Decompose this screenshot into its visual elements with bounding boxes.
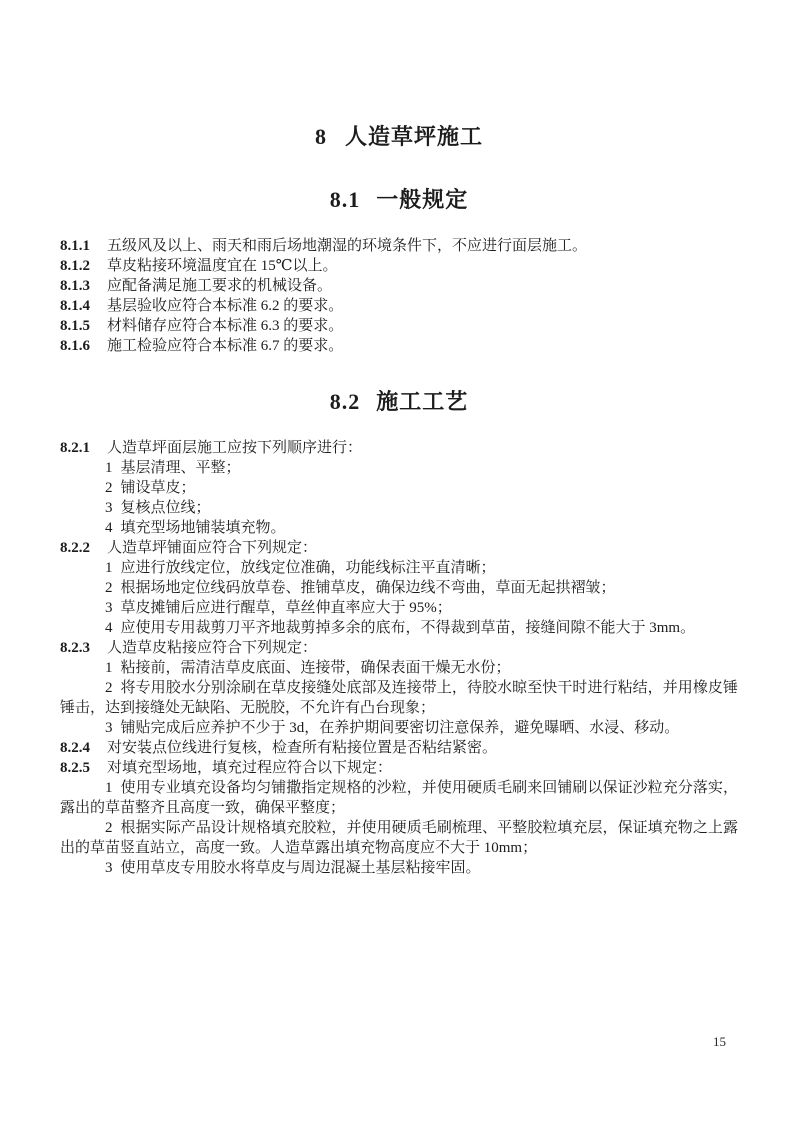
clause-8-2-3 (60, 638, 738, 658)
clause-8-1-3 (60, 276, 738, 296)
clause-text: 应配备满足施工要求的机械设备。 (107, 278, 333, 294)
clause-text: 人造草皮粘接应符合下列规定： (107, 640, 318, 656)
clause-8-2-5-item-2 (60, 818, 738, 858)
clause-8-1-5 (60, 316, 738, 336)
item-text: 铺贴完成后应养护不少于 3d，在养护期间要密切注意保养，避免曝晒、水浸、移动。 (120, 720, 680, 736)
item-number: 2 (105, 480, 113, 496)
clause-number: 8.1.5 (60, 318, 90, 334)
clause-8-2-4 (60, 738, 738, 758)
clause-8-1-2 (60, 256, 738, 276)
item-number: 2 (105, 680, 113, 696)
section-heading-8-2 (60, 388, 738, 415)
section-number: 8.1 (329, 187, 361, 212)
section-8-1-clauses (60, 236, 738, 356)
clause-8-2-3-item-2 (60, 678, 738, 718)
item-number: 2 (105, 820, 113, 836)
item-number: 3 (105, 860, 113, 876)
item-text: 基层清理、平整； (120, 460, 241, 476)
item-text: 填充型场地铺装填充物。 (120, 520, 286, 536)
item-number: 1 (105, 780, 113, 796)
section-8-2-clauses (60, 438, 738, 878)
clause-number: 8.2.3 (60, 640, 90, 656)
item-number: 4 (105, 620, 113, 636)
clause-text: 人造草坪面层施工应按下列顺序进行： (107, 440, 363, 456)
clause-8-2-2-item-4 (60, 618, 738, 638)
item-number: 1 (105, 660, 113, 676)
item-text: 粘接前，需清洁草皮底面、连接带，确保表面干燥无水份； (120, 660, 511, 676)
clause-8-2-1-item-2 (60, 478, 738, 498)
clause-text: 对安装点位线进行复核，检查所有粘接位置是否粘结紧密。 (107, 740, 498, 756)
clause-text: 材料储存应符合本标准 6.3 的要求。 (107, 318, 344, 334)
item-text: 根据场地定位线码放草卷、推铺草皮，确保边线不弯曲，草面无起拱褶皱； (120, 580, 616, 596)
clause-8-2-5-item-3 (60, 858, 738, 878)
clause-8-2-5 (60, 758, 738, 778)
item-number: 3 (105, 600, 113, 616)
item-text: 复核点位线； (120, 500, 211, 516)
item-text: 应进行放线定位，放线定位准确，功能线标注平直清晰； (120, 560, 496, 576)
clause-8-2-1-item-4 (60, 518, 738, 538)
clause-number: 8.2.5 (60, 760, 90, 776)
item-text: 使用草皮专用胶水将草皮与周边混凝土基层粘接牢固。 (120, 860, 481, 876)
section-title: 施工工艺 (376, 389, 469, 414)
clause-number: 8.2.2 (60, 540, 90, 556)
item-number: 3 (105, 500, 113, 516)
item-text: 铺设草皮； (120, 480, 196, 496)
clause-number: 8.1.1 (60, 238, 90, 254)
page-number: 15 (713, 1034, 726, 1049)
item-text: 将专用胶水分别涂刷在草皮接缝处底部及连接带上，待胶水晾至快干时进行粘结，并用橡皮锤锤击，达到接缝处无缺陷、无脱胶，不允许有凸台现象； (60, 680, 738, 716)
item-number: 1 (105, 560, 113, 576)
clause-8-1-6 (60, 336, 738, 356)
clause-text: 基层验收应符合本标准 6.2 的要求。 (107, 298, 344, 314)
clause-number: 8.1.2 (60, 258, 90, 274)
clause-text: 人造草坪铺面应符合下列规定： (107, 540, 318, 556)
chapter-title: 人造草坪施工 (344, 124, 483, 149)
clause-8-2-3-item-3 (60, 718, 738, 738)
clause-number: 8.1.6 (60, 338, 90, 354)
clause-8-2-1-item-1 (60, 458, 738, 478)
item-text: 应使用专用裁剪刀平齐地裁剪掉多余的底布，不得裁到草苗，接缝间隙不能大于 3mm。 (120, 620, 696, 636)
clause-text: 施工检验应符合本标准 6.7 的要求。 (107, 338, 344, 354)
chapter-heading (60, 123, 738, 150)
item-number: 3 (105, 720, 113, 736)
clause-8-2-3-item-1 (60, 658, 738, 678)
clause-number: 8.2.1 (60, 440, 90, 456)
clause-8-1-4 (60, 296, 738, 316)
clause-number: 8.2.4 (60, 740, 90, 756)
section-heading-8-1 (60, 186, 738, 213)
item-text: 使用专业填充设备均匀铺撒指定规格的沙粒，并使用硬质毛刷来回铺刷以保证沙粒充分落实，露出的草苗整齐且高度一致，确保平整度； (60, 780, 738, 816)
clause-8-2-1 (60, 438, 738, 458)
clause-8-2-2 (60, 538, 738, 558)
clause-8-2-2-item-1 (60, 558, 738, 578)
clause-8-2-5-item-1 (60, 778, 738, 818)
clause-text: 草皮粘接环境温度宜在 15℃以上。 (107, 258, 338, 274)
clause-text: 五级风及以上、雨天和雨后场地潮湿的环境条件下，不应进行面层施工。 (107, 238, 588, 254)
clause-8-2-1-item-3 (60, 498, 738, 518)
item-text: 草皮摊铺后应进行醒草，草丝伸直率应大于 95%； (120, 600, 452, 616)
clause-number: 8.1.3 (60, 278, 90, 294)
clause-number: 8.1.4 (60, 298, 90, 314)
page-content (0, 123, 800, 878)
item-number: 2 (105, 580, 113, 596)
item-number: 1 (105, 460, 113, 476)
clause-8-1-1 (60, 236, 738, 256)
section-number: 8.2 (329, 389, 361, 414)
item-number: 4 (105, 520, 113, 536)
clause-8-2-2-item-2 (60, 578, 738, 598)
item-text: 根据实际产品设计规格填充胶粒，并使用硬质毛刷梳理、平整胶粒填充层，保证填充物之上露出的草苗竖直站立，高度一致。人造草露出填充物高度应不大于 10mm； (60, 820, 738, 856)
section-title: 一般规定 (376, 187, 469, 212)
chapter-number: 8 (314, 124, 327, 149)
clause-8-2-2-item-3 (60, 598, 738, 618)
clause-text: 对填充型场地，填充过程应符合以下规定： (107, 760, 393, 776)
